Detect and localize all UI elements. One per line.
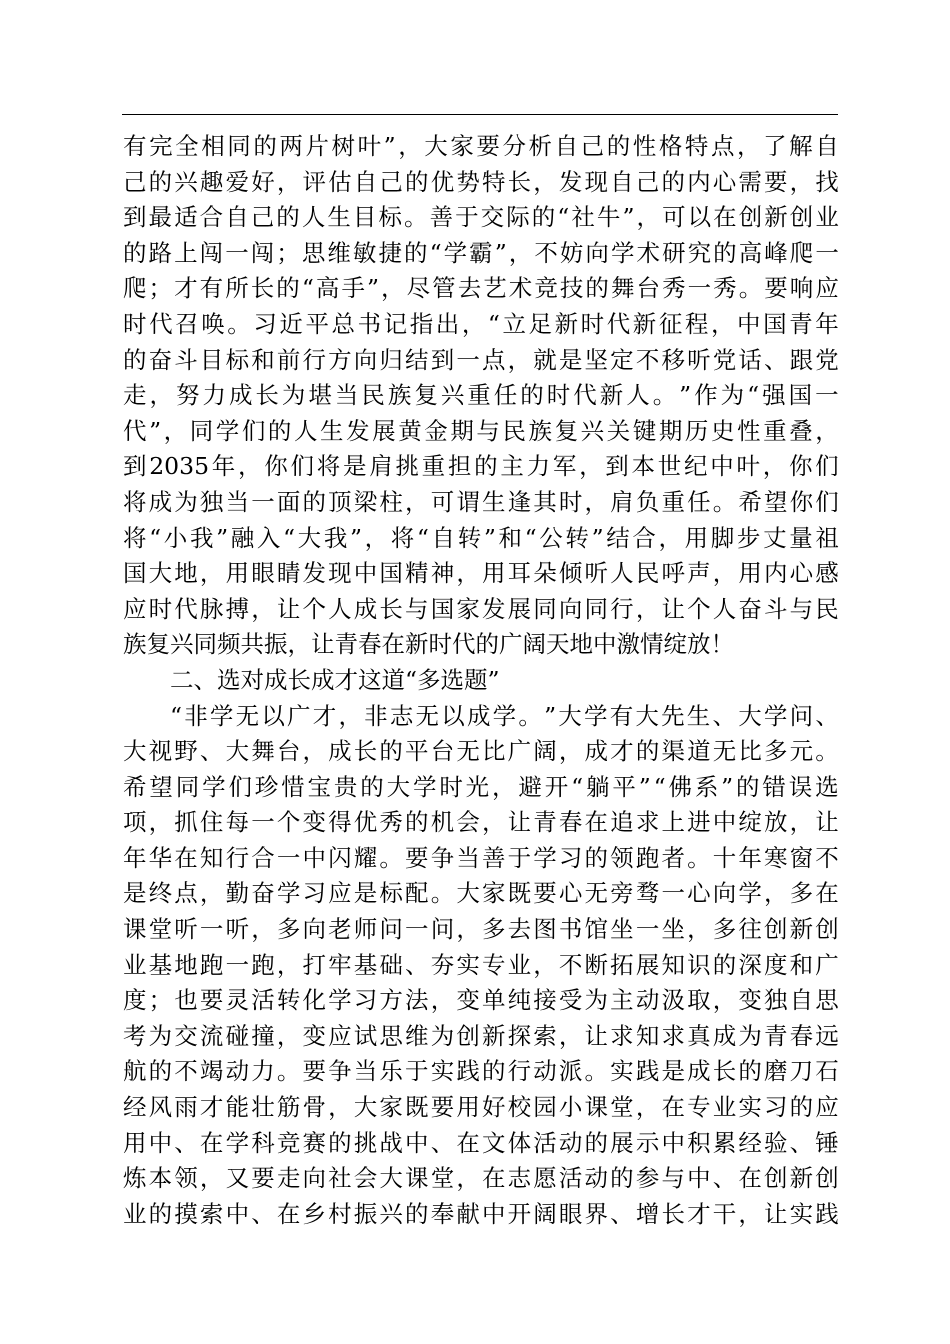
text-line: 经 风 雨 才 能 壮 筋 骨 ， 大 家 既 要 用 好 校 园 小 课 堂 ， 在 专 业 实 习 的 应 — [123, 1093, 839, 1122]
text-line: 课 堂 听 一 听 ， 多 向 老 师 问 一 问 ， 多 去 图 书 馆 坐 一 坐 ， 多 往 创 新 创 — [123, 915, 839, 944]
text-line: 应 时 代 脉 搏 ， 让 个 人 成 长 与 国 家 发 展 同 向 同 行 ， 让 个 人 奋 斗 与 民 — [123, 594, 839, 623]
text-line: 业 的 摸 索 中 、 在 乡 村 振 兴 的 奉 献 中 开 阔 眼 界 、 增 长 才 干 ， 让 实 践 — [123, 1199, 839, 1228]
text-line: 航 的 不 竭 动 力 。 要 争 当 乐 于 实 践 的 行 动 派 。 实 践 是 成 长 的 磨 刀 石 — [123, 1057, 839, 1086]
text-line: 的 路 上 闯 一 闯 ； 思 维 敏 捷 的 “ 学 霸 ” ， 不 妨 向 学 术 研 究 的 高 峰 爬 一 — [123, 238, 839, 267]
text-line: 是 终 点 ， 勤 奋 学 习 应 是 标 配 。 大 家 既 要 心 无 旁 骛 一 心 向 学 ， 多 在 — [123, 879, 839, 908]
text-line: 将 成 为 独 当 一 面 的 顶 梁 柱 ， 可 谓 生 逢 其 时 ， 肩 负 重 任 。 希 望 你 们 — [123, 487, 839, 516]
paragraph-first-line: “ 非 学 无 以 广 才 ， 非 志 无 以 成 学 。 ” 大 学 有 大 先 生 、 大 学 问 、 — [170, 701, 839, 730]
text-line: 到 最 适 合 自 己 的 人 生 目 标 。 善 于 交 际 的 “ 社 牛 ” ， 可 以 在 创 新 创 业 — [123, 203, 839, 232]
text-line: 业 基 地 跑 一 跑 ， 打 牢 基 础 、 夯 实 专 业 ， 不 断 拓 展 知 识 的 深 度 和 广 — [123, 950, 839, 979]
text-line: 大 视 野 、 大 舞 台 ， 成 长 的 平 台 无 比 广 阔 ， 成 才 的 渠 道 无 比 多 元 。 — [123, 737, 839, 766]
text-line: 己 的 兴 趣 爱 好 ， 评 估 自 己 的 优 势 特 长 ， 发 现 自 己 的 内 心 需 要 ， 找 — [123, 167, 839, 196]
header-rule — [122, 114, 838, 115]
text-line: 年 华 在 知 行 合 一 中 闪 耀 。 要 争 当 善 于 学 习 的 领 跑 者 。 十 年 寒 窗 不 — [123, 843, 839, 872]
text-line: 炼 本 领 ， 又 要 走 向 社 会 大 课 堂 ， 在 志 愿 活 动 的 参 与 中 、 在 创 新 创 — [123, 1164, 839, 1193]
text-line: 时 代 召 唤 。 习 近 平 总 书 记 指 出 ， “ 立 足 新 时 代 新 征 程 ， 中 国 青 年 — [123, 309, 839, 338]
text-line: 用 中 、 在 学 科 竞 赛 的 挑 战 中 、 在 文 体 活 动 的 展 示 中 积 累 经 验 、 锤 — [123, 1128, 839, 1157]
document-body — [123, 129, 839, 1232]
text-line: 国 大 地 ， 用 眼 睛 发 现 中 国 精 神 ， 用 耳 朵 倾 听 人 民 呼 声 ， 用 内 心 感 — [123, 559, 839, 588]
text-line: 将 “ 小 我 ” 融 入 “ 大 我 ” ， 将 “ 自 转 ” 和 “ 公 转 ” 结 合 ， 用 脚 步 丈 量 祖 — [123, 523, 839, 552]
text-line: 有 完 全 相 同 的 两 片 树 叶 ” ， 大 家 要 分 析 自 己 的 性 格 特 点 ， 了 解 自 — [123, 132, 839, 160]
text-line: 项 ， 抓 住 每 一 个 变 得 优 秀 的 机 会 ， 让 青 春 在 追 求 上 进 中 绽 放 ， 让 — [123, 808, 839, 837]
text-line: 考 为 交 流 碰 撞 ， 变 应 试 思 维 为 创 新 探 索 ， 让 求 知 求 真 成 为 青 春 远 — [123, 1021, 839, 1050]
text-line: 度 ； 也 要 灵 活 转 化 学 习 方 法 ， 变 单 纯 接 受 为 主 动 汲 取 ， 变 独 自 思 — [123, 986, 839, 1015]
text-line: 爬 ； 才 有 所 长 的 “ 高 手 ” ， 尽 管 去 艺 术 竞 技 的 舞 台 秀 一 秀 。 要 响 应 — [123, 274, 839, 303]
section-heading: 二、选对成长成才这道“多选题” — [170, 665, 500, 694]
text-line: 的 奋 斗 目 标 和 前 行 方 向 归 结 到 一 点 ， 就 是 坚 定 不 移 听 党 话 、 跟 党 — [123, 345, 839, 374]
text-line: 走 ， 努 力 成 长 为 堪 当 民 族 复 兴 重 任 的 时 代 新 人 。 ” 作 为 “ 强 国 一 — [123, 381, 839, 410]
text-line: 希 望 同 学 们 珍 惜 宝 贵 的 大 学 时 光 ， 避 开 “ 躺 平 ” “ 佛 系 ” 的 错 误 选 — [123, 772, 839, 801]
text-line: 代 ” ， 同 学 们 的 人 生 发 展 黄 金 期 与 民 族 复 兴 关 键 期 历 史 性 重 叠 ， — [123, 416, 839, 445]
text-line: 到 2035 年 ， 你 们 将 是 肩 挑 重 担 的 主 力 军 ， 到 本 世 纪 中 叶 ， 你 们 — [123, 452, 839, 481]
paragraph-end-line: 族复兴同频共振，让青春在新时代的广阔天地中激情绽放！ — [123, 630, 734, 659]
